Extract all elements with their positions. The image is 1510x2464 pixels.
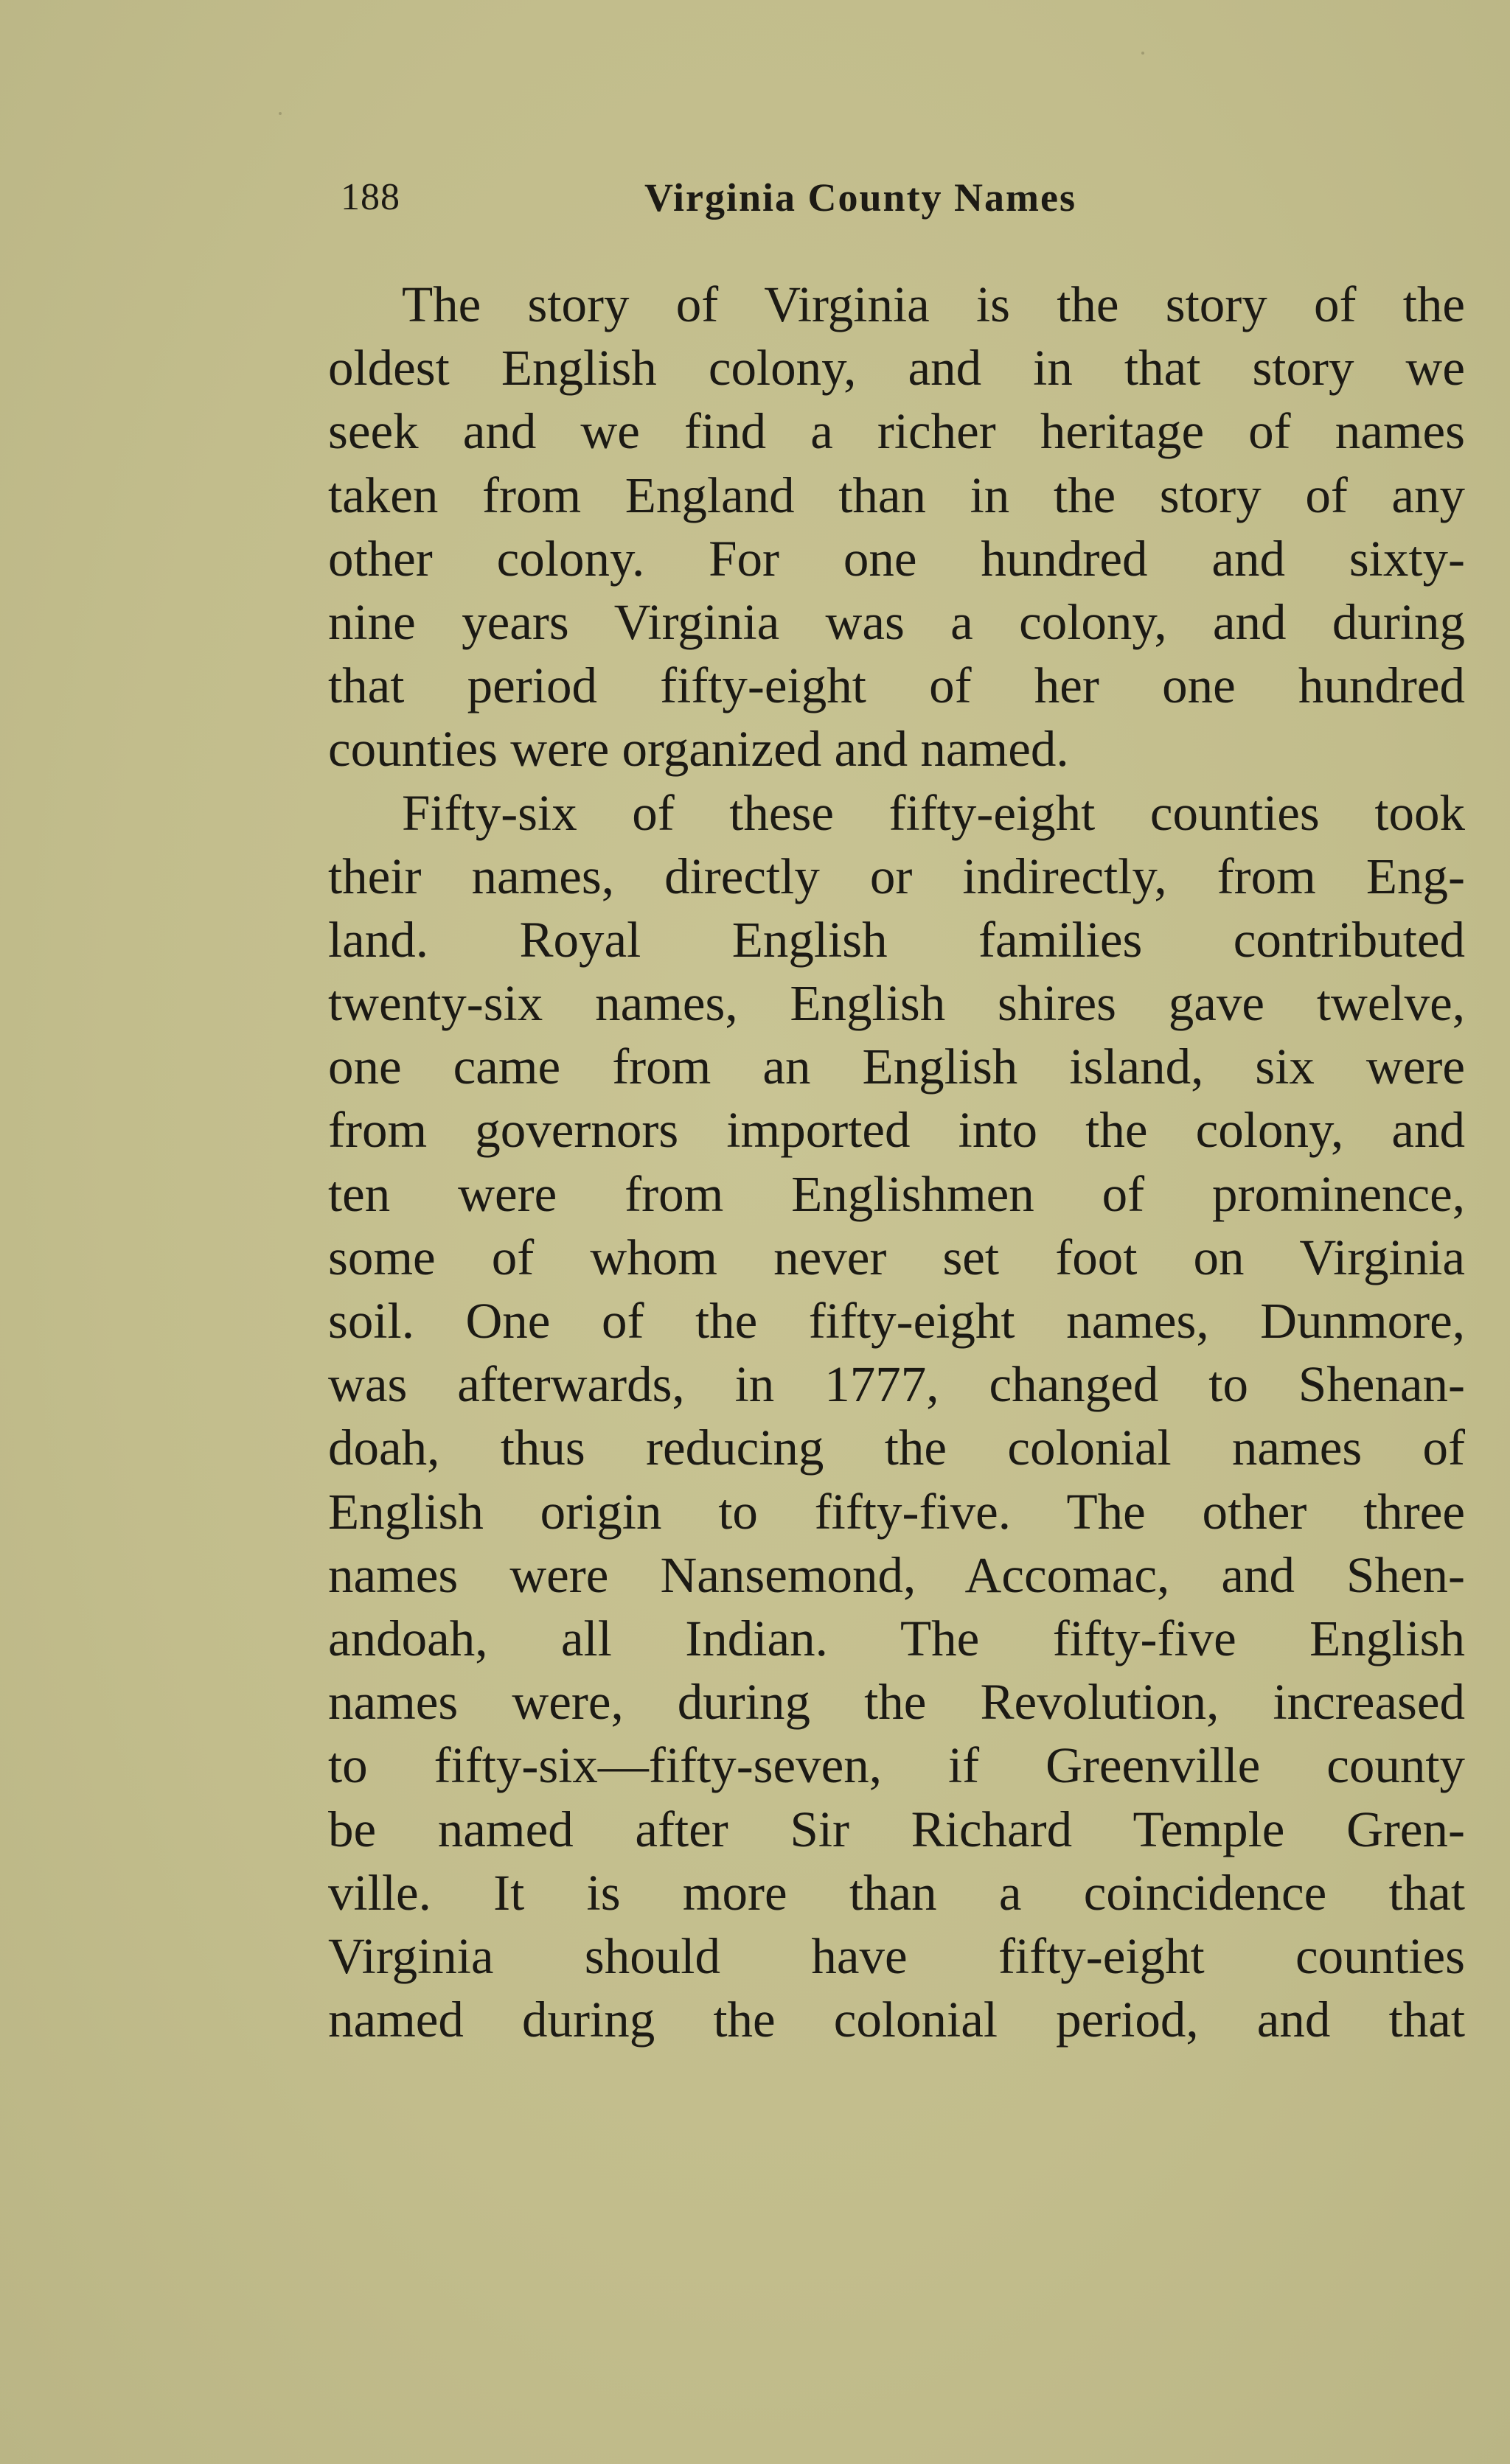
running-title: Virginia County Names xyxy=(644,175,1077,220)
paper-speck xyxy=(279,112,282,115)
text-line: twenty-six names, English shires gave twelve, xyxy=(328,975,1465,1032)
page-number: 188 xyxy=(341,176,400,218)
running-head xyxy=(341,168,1166,227)
text-line: English origin to fifty-five. The other three xyxy=(328,1483,1465,1540)
paragraph-1 xyxy=(328,273,1465,781)
text-line: some of whom never set foot on Virginia xyxy=(328,1229,1465,1285)
text-line: ville. It is more than a coincidence that xyxy=(328,1864,1465,1921)
body-text xyxy=(328,273,1465,2051)
text-line: their names, directly or indirectly, from Eng- xyxy=(328,848,1465,904)
text-line: names were Nansemond, Accomac, and Shen- xyxy=(328,1546,1465,1603)
text-line: land. Royal English families contributed xyxy=(328,911,1465,968)
text-line: Fifty-six of these fifty-eight counties took xyxy=(402,784,1465,841)
paper-speck xyxy=(1141,52,1144,55)
text-line: names were, during the Revolution, increased xyxy=(328,1674,1465,1731)
text-line: Virginia should have fifty-eight counties xyxy=(328,1927,1465,1984)
text-line: to fifty-six—fifty-seven, if Greenville county xyxy=(328,1737,1465,1794)
text-line: oldest English colony, and in that story we xyxy=(328,340,1465,397)
text-line: The story of Virginia is the story of the xyxy=(402,276,1465,332)
text-line: taken from England than in the story of any xyxy=(328,467,1465,523)
text-line: be named after Sir Richard Temple Gren- xyxy=(328,1801,1465,1857)
text-line: counties were organized and named. xyxy=(328,721,1069,778)
text-line: soil. One of the fifty-eight names, Dunmore, xyxy=(328,1293,1465,1349)
text-line: named during the colonial period, and that xyxy=(328,1992,1465,2048)
text-line: ten were from Englishmen of prominence, xyxy=(328,1165,1465,1222)
paragraph-2 xyxy=(328,781,1465,2052)
text-line: doah, thus reducing the colonial names of xyxy=(328,1420,1465,1476)
text-line: seek and we find a richer heritage of names xyxy=(328,403,1465,460)
text-line: nine years Virginia was a colony, and during xyxy=(328,593,1465,650)
text-line: from governors imported into the colony, and xyxy=(328,1102,1465,1159)
text-line: one came from an English island, six were xyxy=(328,1039,1465,1095)
text-line: other colony. For one hundred and sixty- xyxy=(328,530,1465,587)
text-line: andoah, all Indian. The fifty-five English xyxy=(328,1610,1465,1666)
text-line: was afterwards, in 1777, changed to Shenan- xyxy=(328,1356,1465,1413)
text-line: that period fifty-eight of her one hundred xyxy=(328,657,1465,714)
